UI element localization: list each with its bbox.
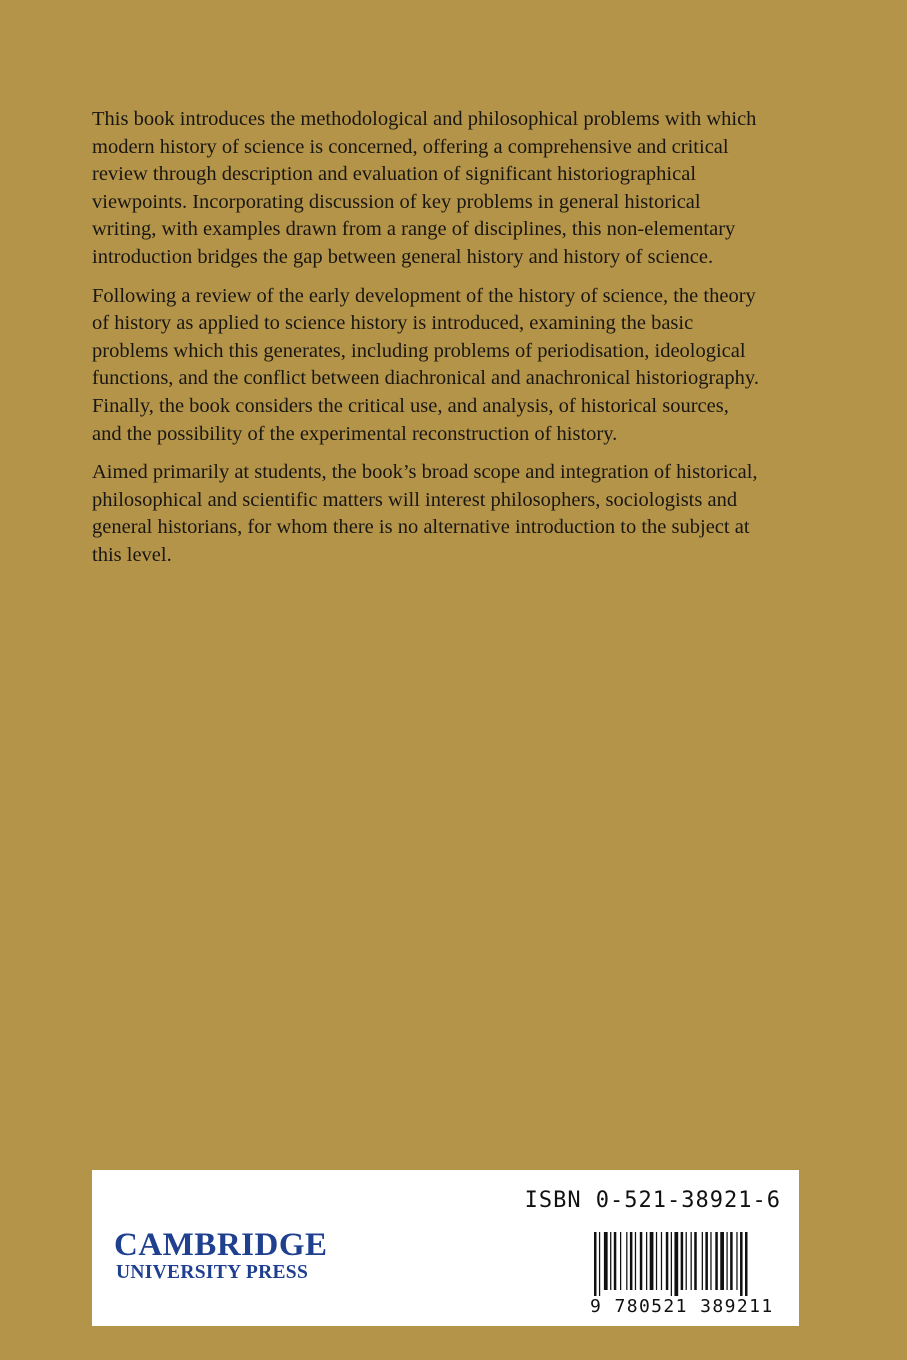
back-cover-blurb	[92, 106, 760, 581]
barcode-bar	[620, 1232, 621, 1290]
publisher-name-sub: UNIVERSITY PRESS	[116, 1262, 309, 1283]
barcode-digits: 9 780521 389211	[590, 1296, 774, 1317]
barcode	[590, 1232, 780, 1318]
barcode-bar	[674, 1232, 678, 1296]
barcode-bar	[686, 1232, 687, 1290]
barcode-bar	[640, 1232, 643, 1290]
barcode-bar	[656, 1232, 657, 1290]
blurb-paragraph-2: Following a review of the early development of the history of science, the theory of history as applied to science history is introduced, examining the basic problems which this generates, including problems of periodisation, ideological functions, and the conflict between diachronical and anachronical historiography. Finally, the book considers the critical use, and analysis, of historical sources, and the possibility of the experimental reconstruction of history.	[92, 284, 759, 445]
barcode-bar	[666, 1232, 669, 1290]
barcode-icon	[590, 1232, 780, 1296]
barcode-bar	[630, 1232, 633, 1290]
barcode-bar	[610, 1232, 611, 1290]
publisher-isbn-panel	[92, 1170, 799, 1326]
barcode-bar	[694, 1232, 697, 1290]
barcode-bar	[702, 1232, 703, 1290]
barcode-bar	[650, 1232, 654, 1290]
barcode-bar	[599, 1232, 600, 1296]
barcode-bar	[626, 1232, 627, 1290]
publisher-name-main: CAMBRIDGE	[114, 1227, 328, 1263]
barcode-bar	[661, 1232, 662, 1290]
barcode-bar	[720, 1232, 724, 1290]
publisher-logo	[114, 1228, 328, 1284]
barcode-bar	[594, 1232, 597, 1296]
barcode-bar	[671, 1232, 672, 1296]
barcode-bar	[635, 1232, 636, 1290]
isbn-label: ISBN 0-521-38921-6	[524, 1188, 781, 1213]
barcode-bar	[715, 1232, 718, 1290]
barcode-bar	[740, 1232, 743, 1296]
barcode-bar	[726, 1232, 727, 1290]
barcode-bar	[710, 1232, 711, 1290]
blurb-paragraph-1: This book introduces the methodological and philosophical problems with which modern history of science is concerned, offering a comprehensive and critical review through description and evaluation of significant historiographical viewpoints. Incorporating discussion of key problems in general historical writing, with examples drawn from a range of disciplines, this non-elementary introduction bridges the gap between general history and history of science.	[92, 108, 757, 268]
blurb-paragraph-3: Aimed primarily at students, the book’s broad scope and integration of historical, philosophical and scientific matters will interest philosophers, sociologists and general historians, for whom there is no alternative introduction to the subject at this level.	[92, 461, 758, 566]
barcode-bar	[604, 1232, 608, 1290]
barcode-bar	[730, 1232, 733, 1290]
barcode-bar	[691, 1232, 692, 1290]
barcode-bar	[614, 1232, 617, 1290]
barcode-bar	[681, 1232, 684, 1290]
barcode-bar	[736, 1232, 737, 1290]
barcode-bar	[646, 1232, 647, 1290]
barcode-bar	[705, 1232, 708, 1290]
barcode-bar	[745, 1232, 748, 1296]
